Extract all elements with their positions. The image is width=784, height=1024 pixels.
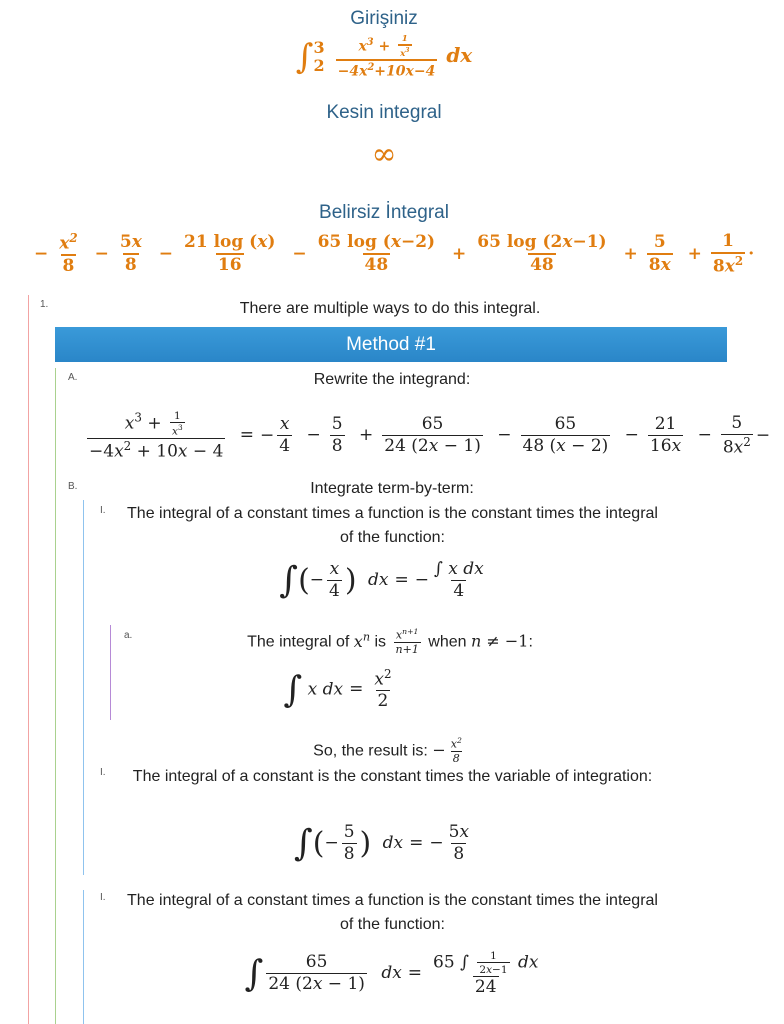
constant-rule-equation-1: ∫(− $\frac{x}{4}$ ) dx = − $\frac{\text{∫ x dx}}{4}$ <box>279 559 484 602</box>
constant-rule-equation-2: ∫(− $\frac{5}{8}$ ) dx = − $\frac{5x}{8}$ <box>293 822 470 865</box>
constant-rule-text: The integral of a constant times a function is the constant times the integral of the function: <box>127 505 658 546</box>
power-rule-text: The integral of $x^n$ is $\frac{x^{n+1}}{n+1}$ when n ≠ −1: <box>247 627 533 657</box>
substep-line-blue-1 <box>83 500 84 875</box>
constant-integration-text: The integral of a constant is the constant times the variable of integration: <box>132 768 653 785</box>
integral-sign-icon: ∫ <box>295 36 314 77</box>
power-rule-equation: ∫ x dx = $\frac{x^2}{2}$ <box>283 667 392 712</box>
indefinite-title: Belirsiz İntegral <box>319 202 449 223</box>
integrate-text: Integrate term-by-term: <box>310 480 474 497</box>
step-line-red <box>28 295 29 1024</box>
power-rule-part-1: The integral of <box>247 633 350 651</box>
power-rule-part-3: when <box>428 633 467 651</box>
indefinite-result: − $\frac{x^2}{8}$ − $\frac{5x}{8}$ − $\frac{21 \log (x)}{16}$ − $\frac{65 \log (x-2)}{48}$ + $\frac{65 \log (2x-1)}{48}$ + $\frac{5}{8x}$ + $\frac{1}{8x^2}$ · <box>34 231 755 277</box>
sub-label-b: B. <box>68 481 78 492</box>
input-title: Girişiniz <box>350 8 418 29</box>
sub-label-a2: a. <box>124 630 133 641</box>
power-rule-part-4: : <box>528 633 533 651</box>
sub-label-a: A. <box>68 372 78 383</box>
step-label: 1. <box>40 299 49 310</box>
result-label: So, the result is: <box>313 742 428 760</box>
definite-value: ∞ <box>371 137 397 172</box>
input-integral: ∫ 3 2 $x^3$ + $\frac{1}{x^3}$ $-4x^2+10x-4$ dx <box>295 34 473 80</box>
sub-label-i3: I. <box>100 892 106 903</box>
rewrite-text: Rewrite the integrand: <box>313 371 471 388</box>
constant-rule-equation-3: ∫ $\frac{65}{24 (2x - 1)}$ dx = 65 ∫ $\frac{1}{2x-1}$ dx 24 <box>244 950 539 998</box>
method-header: Method #1 <box>55 327 727 362</box>
sub-label-i2: I. <box>100 767 106 778</box>
method-line-green <box>55 368 56 1024</box>
constant-rule-text-2: The integral of a constant times a function is the constant times the integral of the function: <box>127 892 658 933</box>
intro-text: There are multiple ways to do this integral. <box>239 300 541 317</box>
rewrite-equation: $x^3$ + $\frac{1}{x^3}$ $-4x^2 + 10x - 4$ = − $\frac{x}{4}$ − $\frac{5}{8}$ + $\frac{65}{24 (2x - 1)}$ − $\frac{65}{48 (x - 2)}$ − $\frac{21}{16x}$ − $\frac{5}{8x^2}$ − <box>89 410 771 462</box>
result-text: So, the result is: − $\frac{x^2}{8}$ <box>313 736 462 766</box>
sub-label-i1: I. <box>100 505 106 516</box>
definite-title: Kesin integral <box>326 102 442 123</box>
power-rule-part-2: is <box>374 633 387 651</box>
